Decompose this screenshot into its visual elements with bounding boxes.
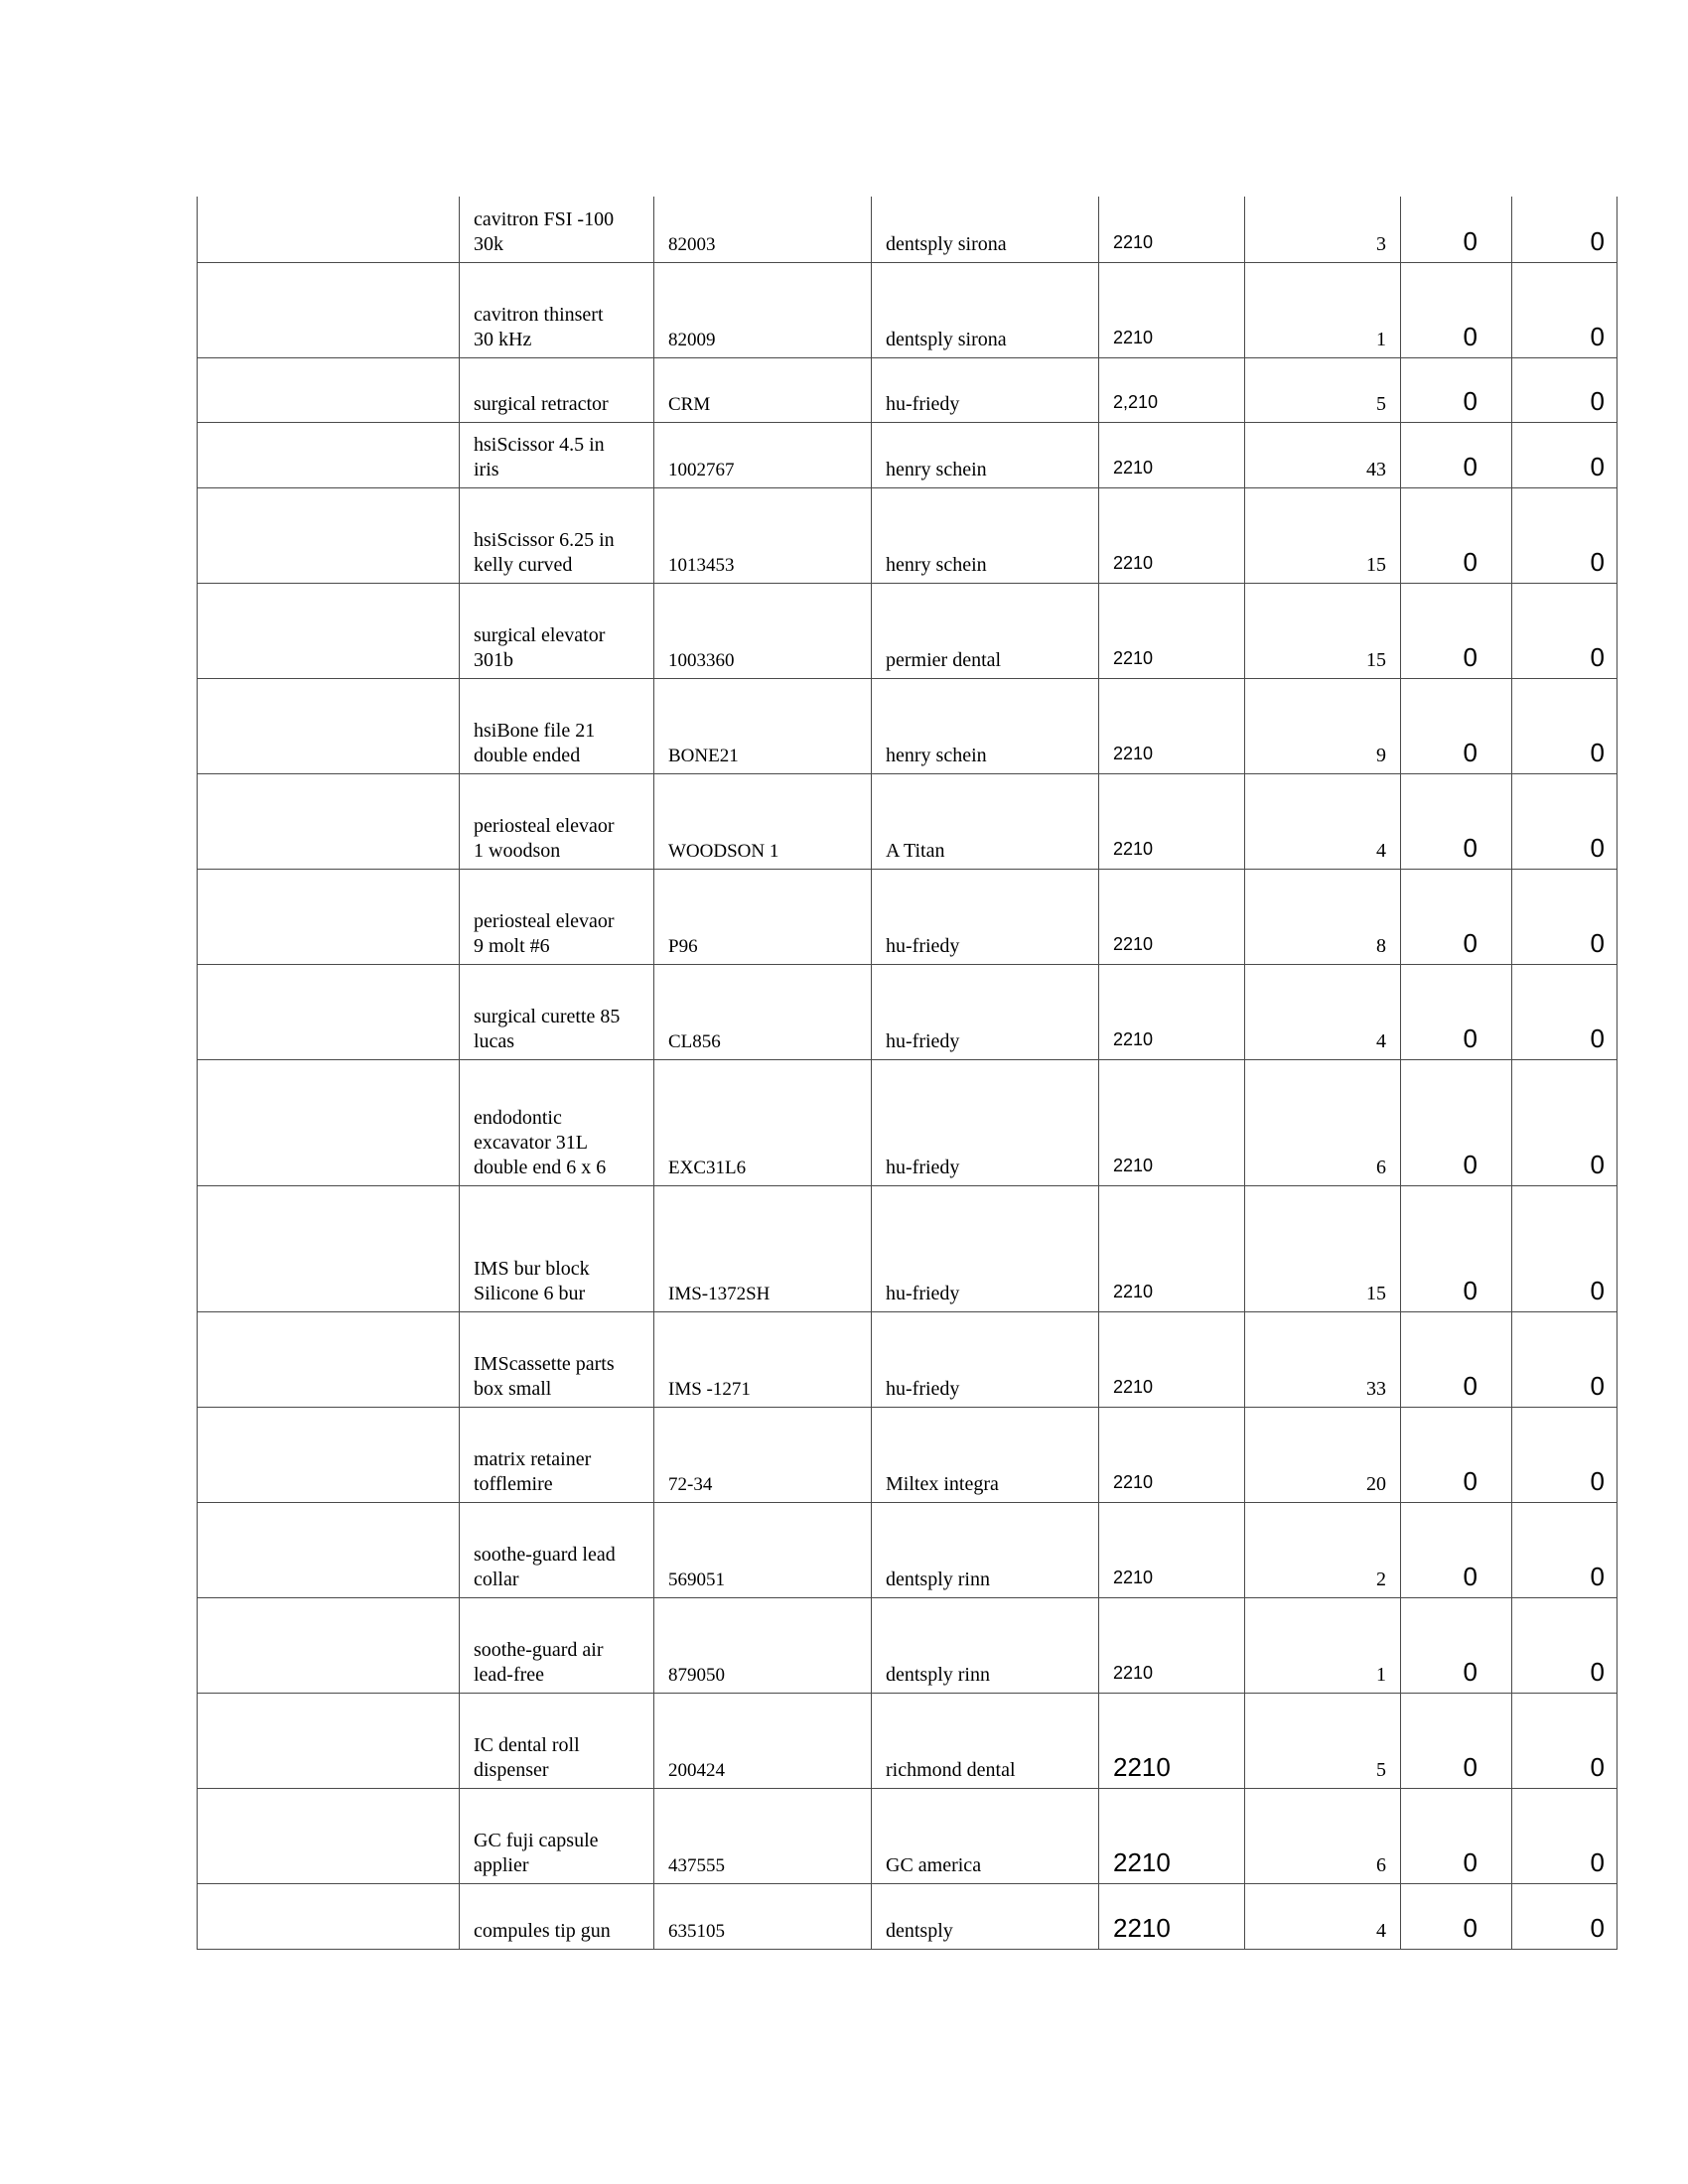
value-column-2: 0 (1512, 583, 1618, 678)
catalog-number: 1002767 (654, 422, 872, 487)
blank-cell (198, 869, 460, 964)
vendor-name: hu-friedy (872, 1185, 1099, 1311)
blank-cell (198, 1788, 460, 1883)
catalog-number: 1003360 (654, 583, 872, 678)
account-code: 2210 (1099, 869, 1245, 964)
value-column-1: 0 (1401, 1597, 1512, 1693)
value-column-1: 0 (1401, 1502, 1512, 1597)
blank-cell (198, 1407, 460, 1502)
quantity: 15 (1245, 583, 1401, 678)
vendor-name: hu-friedy (872, 357, 1099, 422)
blank-cell (198, 1185, 460, 1311)
item-description: hsiScissor 6.25 in kelly curved (460, 487, 654, 583)
value-column-2: 0 (1512, 1502, 1618, 1597)
value-column-2: 0 (1512, 964, 1618, 1059)
table-row (198, 583, 1618, 678)
item-description: surgical curette 85 lucas (460, 964, 654, 1059)
table-row (198, 1788, 1618, 1883)
value-column-1: 0 (1401, 964, 1512, 1059)
account-code: 2210 (1099, 1185, 1245, 1311)
quantity: 4 (1245, 773, 1401, 869)
table-row (198, 422, 1618, 487)
quantity: 4 (1245, 964, 1401, 1059)
value-column-1: 0 (1401, 773, 1512, 869)
vendor-name: henry schein (872, 487, 1099, 583)
account-code: 2,210 (1099, 357, 1245, 422)
item-description: matrix retainer tofflemire (460, 1407, 654, 1502)
vendor-name: henry schein (872, 422, 1099, 487)
value-column-2: 0 (1512, 487, 1618, 583)
value-column-2: 0 (1512, 262, 1618, 357)
blank-cell (198, 678, 460, 773)
item-description: compules tip gun (460, 1883, 654, 1949)
table-row (198, 1059, 1618, 1185)
quantity: 5 (1245, 357, 1401, 422)
value-column-2: 0 (1512, 1185, 1618, 1311)
catalog-number: 437555 (654, 1788, 872, 1883)
quantity: 20 (1245, 1407, 1401, 1502)
account-code: 2210 (1099, 1311, 1245, 1407)
table-row (198, 1311, 1618, 1407)
quantity: 1 (1245, 262, 1401, 357)
value-column-1: 0 (1401, 422, 1512, 487)
item-description: hsiBone file 21 double ended (460, 678, 654, 773)
blank-cell (198, 1597, 460, 1693)
value-column-1: 0 (1401, 262, 1512, 357)
catalog-number: 200424 (654, 1693, 872, 1788)
value-column-2: 0 (1512, 678, 1618, 773)
catalog-number: P96 (654, 869, 872, 964)
catalog-number: IMS -1271 (654, 1311, 872, 1407)
value-column-2: 0 (1512, 1693, 1618, 1788)
item-description: soothe-guard air lead-free (460, 1597, 654, 1693)
account-code: 2210 (1099, 1059, 1245, 1185)
table-row (198, 262, 1618, 357)
value-column-1: 0 (1401, 1407, 1512, 1502)
blank-cell (198, 1311, 460, 1407)
value-column-1: 0 (1401, 1693, 1512, 1788)
table-row (198, 964, 1618, 1059)
quantity: 6 (1245, 1788, 1401, 1883)
item-description: IMS bur block Silicone 6 bur (460, 1185, 654, 1311)
item-description: surgical retractor (460, 357, 654, 422)
blank-cell (198, 1502, 460, 1597)
account-code: 2210 (1099, 487, 1245, 583)
catalog-number: CL856 (654, 964, 872, 1059)
account-code: 2210 (1099, 1407, 1245, 1502)
account-code: 2210 (1099, 262, 1245, 357)
quantity: 33 (1245, 1311, 1401, 1407)
catalog-number: EXC31L6 (654, 1059, 872, 1185)
account-code: 2210 (1099, 1693, 1245, 1788)
item-description: hsiScissor 4.5 in iris (460, 422, 654, 487)
catalog-number: 569051 (654, 1502, 872, 1597)
value-column-2: 0 (1512, 357, 1618, 422)
catalog-number: 72-34 (654, 1407, 872, 1502)
blank-cell (198, 357, 460, 422)
blank-cell (198, 1883, 460, 1949)
vendor-name: hu-friedy (872, 964, 1099, 1059)
item-description: soothe-guard lead collar (460, 1502, 654, 1597)
blank-cell (198, 422, 460, 487)
vendor-name: dentsply (872, 1883, 1099, 1949)
table-row (198, 1883, 1618, 1949)
value-column-1: 0 (1401, 1311, 1512, 1407)
quantity: 15 (1245, 1185, 1401, 1311)
item-description: periosteal elevaor 9 molt #6 (460, 869, 654, 964)
vendor-name: A Titan (872, 773, 1099, 869)
blank-cell (198, 1059, 460, 1185)
value-column-1: 0 (1401, 678, 1512, 773)
value-column-2: 0 (1512, 1788, 1618, 1883)
value-column-2: 0 (1512, 197, 1618, 262)
value-column-2: 0 (1512, 422, 1618, 487)
item-description: IC dental roll dispenser (460, 1693, 654, 1788)
catalog-number: 879050 (654, 1597, 872, 1693)
quantity: 4 (1245, 1883, 1401, 1949)
inventory-table (197, 197, 1618, 1950)
account-code: 2210 (1099, 1883, 1245, 1949)
value-column-2: 0 (1512, 1597, 1618, 1693)
quantity: 6 (1245, 1059, 1401, 1185)
vendor-name: hu-friedy (872, 869, 1099, 964)
item-description: cavitron thinsert 30 kHz (460, 262, 654, 357)
quantity: 15 (1245, 487, 1401, 583)
value-column-1: 0 (1401, 583, 1512, 678)
vendor-name: GC america (872, 1788, 1099, 1883)
value-column-2: 0 (1512, 869, 1618, 964)
blank-cell (198, 487, 460, 583)
table-row (198, 197, 1618, 262)
catalog-number: 82003 (654, 197, 872, 262)
blank-cell (198, 1693, 460, 1788)
quantity: 8 (1245, 869, 1401, 964)
item-description: periosteal elevaor 1 woodson (460, 773, 654, 869)
value-column-1: 0 (1401, 869, 1512, 964)
catalog-number: BONE21 (654, 678, 872, 773)
value-column-1: 0 (1401, 1185, 1512, 1311)
value-column-2: 0 (1512, 1311, 1618, 1407)
vendor-name: Miltex integra (872, 1407, 1099, 1502)
quantity: 1 (1245, 1597, 1401, 1693)
table-row (198, 869, 1618, 964)
table-row (198, 1407, 1618, 1502)
quantity: 5 (1245, 1693, 1401, 1788)
table-row (198, 1185, 1618, 1311)
value-column-1: 0 (1401, 1883, 1512, 1949)
quantity: 9 (1245, 678, 1401, 773)
account-code: 2210 (1099, 583, 1245, 678)
blank-cell (198, 773, 460, 869)
quantity: 43 (1245, 422, 1401, 487)
vendor-name: permier dental (872, 583, 1099, 678)
account-code: 2210 (1099, 964, 1245, 1059)
vendor-name: richmond dental (872, 1693, 1099, 1788)
account-code: 2210 (1099, 1502, 1245, 1597)
item-description: GC fuji capsule applier (460, 1788, 654, 1883)
table-row (198, 1502, 1618, 1597)
vendor-name: dentsply rinn (872, 1502, 1099, 1597)
value-column-2: 0 (1512, 1407, 1618, 1502)
value-column-1: 0 (1401, 487, 1512, 583)
inventory-table-body (198, 197, 1618, 1949)
value-column-1: 0 (1401, 197, 1512, 262)
account-code: 2210 (1099, 678, 1245, 773)
quantity: 3 (1245, 197, 1401, 262)
vendor-name: dentsply rinn (872, 1597, 1099, 1693)
value-column-2: 0 (1512, 1883, 1618, 1949)
item-description: cavitron FSI -100 30k (460, 197, 654, 262)
table-row (198, 1597, 1618, 1693)
catalog-number: IMS-1372SH (654, 1185, 872, 1311)
value-column-1: 0 (1401, 357, 1512, 422)
account-code: 2210 (1099, 773, 1245, 869)
value-column-1: 0 (1401, 1788, 1512, 1883)
account-code: 2210 (1099, 1597, 1245, 1693)
catalog-number: WOODSON 1 (654, 773, 872, 869)
table-row (198, 678, 1618, 773)
catalog-number: 635105 (654, 1883, 872, 1949)
blank-cell (198, 583, 460, 678)
blank-cell (198, 262, 460, 357)
vendor-name: dentsply sirona (872, 197, 1099, 262)
item-description: surgical elevator 301b (460, 583, 654, 678)
account-code: 2210 (1099, 197, 1245, 262)
blank-cell (198, 197, 460, 262)
catalog-number: CRM (654, 357, 872, 422)
table-row (198, 1693, 1618, 1788)
vendor-name: hu-friedy (872, 1059, 1099, 1185)
vendor-name: henry schein (872, 678, 1099, 773)
vendor-name: hu-friedy (872, 1311, 1099, 1407)
quantity: 2 (1245, 1502, 1401, 1597)
table-row (198, 487, 1618, 583)
account-code: 2210 (1099, 422, 1245, 487)
table-row (198, 357, 1618, 422)
blank-cell (198, 964, 460, 1059)
value-column-2: 0 (1512, 773, 1618, 869)
table-row (198, 773, 1618, 869)
item-description: endodontic excavator 31L double end 6 x 6 (460, 1059, 654, 1185)
item-description: IMScassette parts box small (460, 1311, 654, 1407)
catalog-number: 82009 (654, 262, 872, 357)
account-code: 2210 (1099, 1788, 1245, 1883)
vendor-name: dentsply sirona (872, 262, 1099, 357)
value-column-1: 0 (1401, 1059, 1512, 1185)
value-column-2: 0 (1512, 1059, 1618, 1185)
catalog-number: 1013453 (654, 487, 872, 583)
